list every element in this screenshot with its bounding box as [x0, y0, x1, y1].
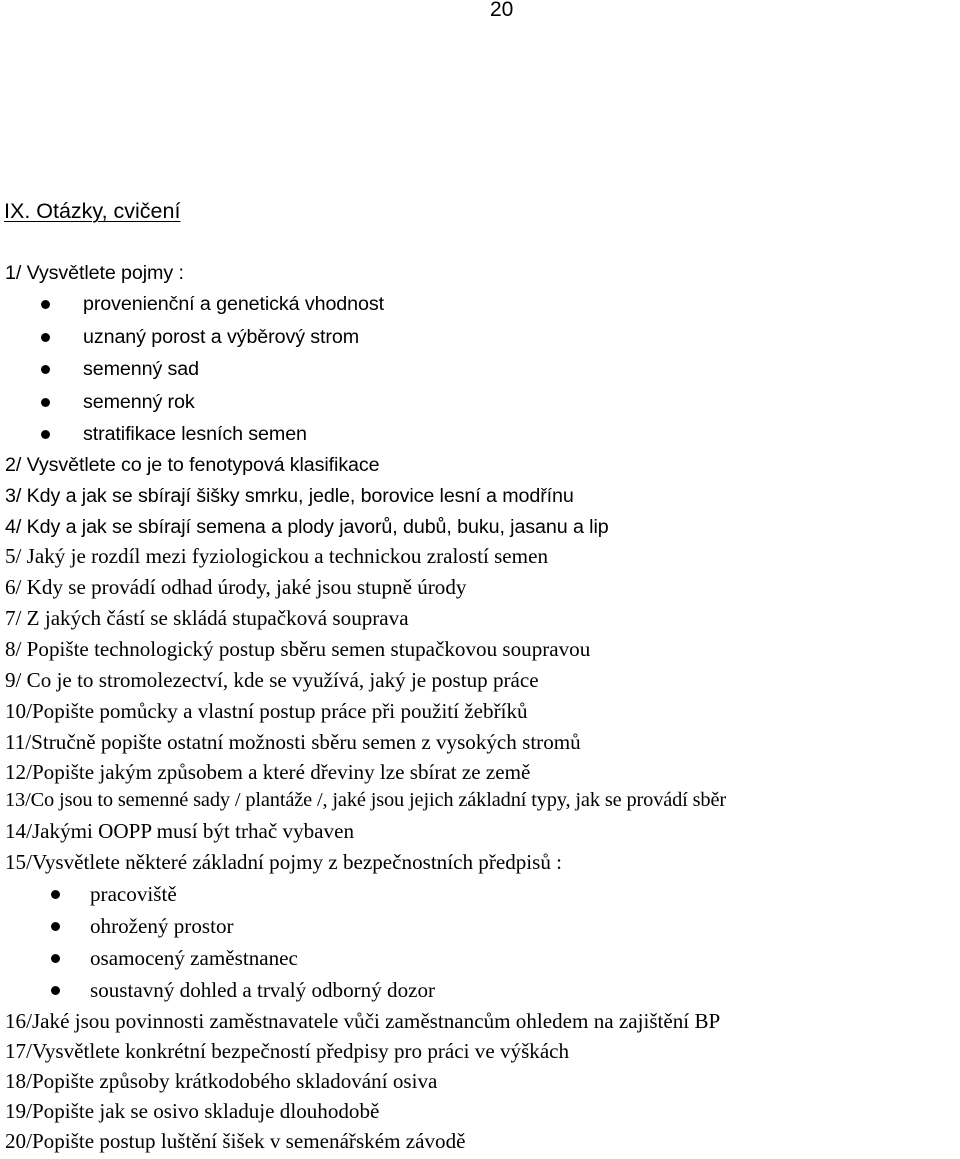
bullet-item-text: uznaný porost a výběrový strom [83, 326, 360, 348]
bullet-icon [41, 365, 50, 374]
question-15: 15/Vysvětlete některé základní pojmy z bezpečnostních předpisů : [5, 850, 563, 874]
bullet-item-text: semenný rok [83, 391, 195, 413]
question-16: 16/Jaké jsou povinnosti zaměstnavatele vůči zaměstnancům ohledem na zajištění BP [5, 1009, 721, 1033]
question-20: 20/Popište postup luštění šišek v semenářském závodě [5, 1129, 466, 1153]
bullet-item-text: osamocený zaměstnanec [90, 946, 298, 970]
question-14: 14/Jakými OOPP musí být trhač vybaven [5, 819, 354, 843]
bullet-icon [51, 954, 60, 963]
question-10: 10/Popište pomůcky a vlastní postup práce při použití žebříků [5, 699, 528, 723]
bullet-icon [41, 333, 50, 342]
bullet-icon [51, 986, 60, 995]
question-3: 3/ Kdy a jak se sbírají šišky smrku, jedle, borovice lesní a modřínu [5, 485, 574, 507]
question-1: 1/ Vysvětlete pojmy : [5, 262, 184, 284]
page-number: 20 [490, 0, 514, 21]
bullet-icon [41, 398, 50, 407]
section-heading: IX. Otázky, cvičení [4, 199, 181, 223]
question-12: 12/Popište jakým způsobem a které dřeviny lze sbírat ze země [5, 760, 531, 784]
question-8: 8/ Popište technologický postup sběru semen stupačkovou soupravou [5, 637, 591, 661]
bullet-icon [41, 300, 50, 309]
bullet-item-text: pracoviště [90, 882, 177, 906]
bullet-item-text: provenienční a genetická vhodnost [83, 293, 384, 315]
question-11: 11/Stručně popište ostatní možnosti sběru semen z vysokých stromů [5, 730, 581, 754]
bullet-item-text: soustavný dohled a trvalý odborný dozor [90, 978, 436, 1002]
question-9: 9/ Co je to stromolezectví, kde se využívá, jaký je postup práce [5, 668, 539, 692]
question-13: 13/Co jsou to semenné sady / plantáže /, jaké jsou jejich základní typy, jak se provádí sběr [5, 789, 727, 811]
bullet-icon [41, 430, 50, 439]
question-6: 6/ Kdy se provádí odhad úrody, jaké jsou stupně úrody [5, 575, 467, 599]
bullet-icon [51, 922, 60, 931]
question-5: 5/ Jaký je rozdíl mezi fyziologickou a technickou zralostí semen [5, 544, 548, 568]
bullet-item-text: stratifikace lesních semen [83, 423, 307, 445]
question-17: 17/Vysvětlete konkrétní bezpečností předpisy pro práci ve výškách [5, 1039, 570, 1063]
bullet-icon [51, 890, 60, 899]
bullet-item-text: ohrožený prostor [90, 914, 234, 938]
question-7: 7/ Z jakých částí se skládá stupačková souprava [5, 606, 409, 630]
question-18: 18/Popište způsoby krátkodobého skladování osiva [5, 1069, 438, 1093]
question-2: 2/ Vysvětlete co je to fenotypová klasifikace [5, 454, 380, 476]
question-19: 19/Popište jak se osivo skladuje dlouhodobě [5, 1099, 380, 1123]
question-4: 4/ Kdy a jak se sbírají semena a plody javorů, dubů, buku, jasanu a lip [5, 516, 609, 538]
bullet-item-text: semenný sad [83, 358, 199, 380]
